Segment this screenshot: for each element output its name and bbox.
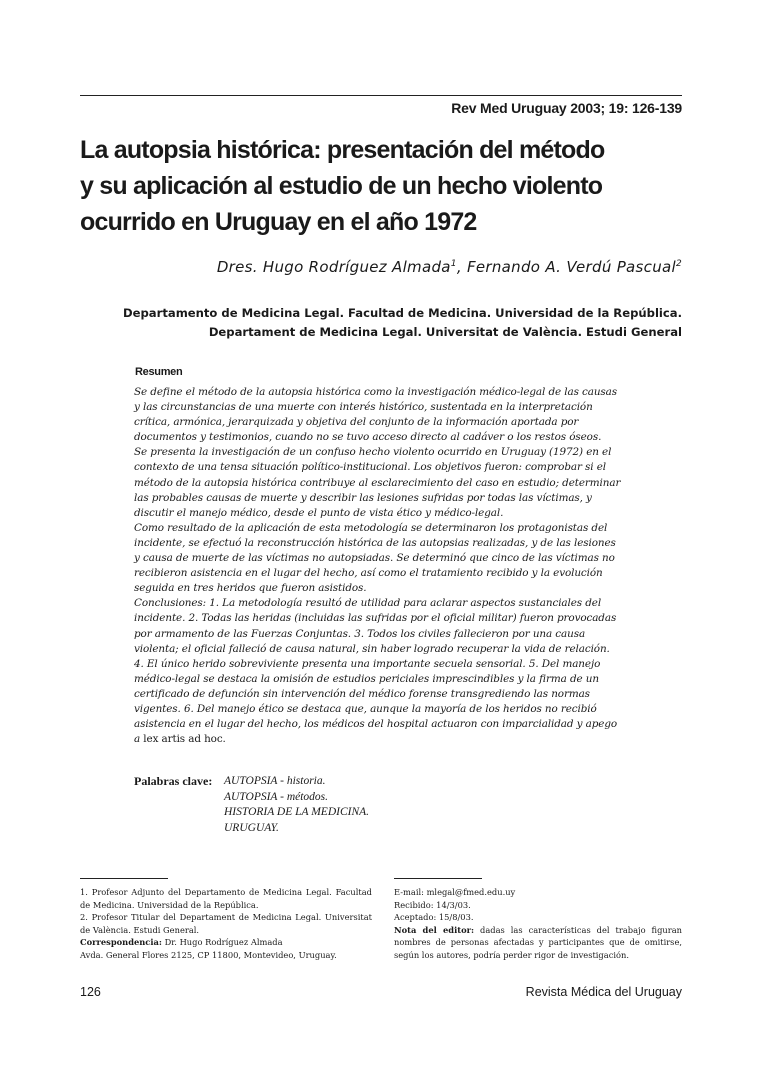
author-1-affil-mark: 1 (450, 259, 457, 269)
affiliation-2: Departament de Medicina Legal. Universitat de València. Estudi General (208, 325, 682, 339)
abstract-line: violenta; el oficial falleció de causa natural, sin haber logrado recuperar la vida de relación. (134, 642, 610, 655)
abstract-line: incidente, se efectuó la reconstrucción histórica de las autopsias realizadas, y de las lesiones (134, 536, 616, 549)
editor-note (394, 924, 682, 962)
article-title (80, 132, 690, 240)
footer-journal-name: Revista Médica del Uruguay (525, 985, 682, 999)
keywords-list (224, 774, 369, 836)
abstract-line: Se presenta la investigación de un confuso hecho violento ocurrido en Uruguay (1972) en el (134, 446, 612, 459)
footnote-rule-right (394, 878, 482, 879)
affiliations (123, 304, 682, 342)
abstract-line: método de la autopsia histórica contribuye al esclarecimiento del caso en estudio; determinar (134, 476, 621, 489)
abstract-line: y las circunstancias de una muerte con interés histórico, sustentada en la interpretación (134, 401, 593, 414)
abstract-line: discutir el manejo médico, desde el punto de vista ético y médico-legal. (134, 506, 504, 519)
footnotes-left (80, 886, 372, 962)
author-2: , Fernando A. Verdú Pascual (456, 258, 676, 276)
editor-note-text: dadas las características del trabajo figuran nombres de personas afectadas y participantes que de omitirse, según los autores, podría perder rigor de investigación. (394, 924, 682, 960)
journal-citation: Rev Med Uruguay 2003; 19: 126-139 (451, 100, 682, 116)
received-date: Recibido: 14/3/03. (394, 899, 471, 910)
abstract-line: Como resultado de la aplicación de esta metodología se determinaron los protagonistas del (134, 521, 608, 534)
authors-line (217, 258, 682, 276)
abstract-line: médico-legal se destaca la omisión de estudios periciales imprescindibles y la firma de un (134, 672, 599, 685)
abstract-last-roman: lex artis ad hoc. (140, 733, 226, 746)
footnotes-right (394, 886, 682, 962)
affiliation-1: Departamento de Medicina Legal. Facultad de Medicina. Universidad de la República. (123, 306, 682, 320)
abstract-line: 4. El único herido sobreviviente presenta una importante secuela sensorial. 5. Del manejo (134, 657, 601, 670)
abstract-last-line (134, 732, 634, 747)
title-line: ocurrido en Uruguay en el año 1972 (80, 208, 477, 236)
abstract-last-italic: a (134, 733, 141, 746)
abstract-line: crítica, armónica, jerarquizada y objetiva del conjunto de la información aportada por (134, 416, 579, 429)
footnote-1: 1. Profesor Adjunto del Departamento de Medicina Legal. Facultad de Medicina. Universidad de la República. (80, 887, 372, 910)
abstract-line: recibieron asistencia en el lugar del hecho, así como el tratamiento recibido y la evolución (134, 567, 603, 580)
header-rule (80, 95, 682, 96)
abstract-heading: Resumen (135, 366, 183, 378)
abstract-line: y causa de muerte de las víctimas no autopsiadas. Se determinó que cinco de las víctimas no (134, 552, 615, 565)
title-line: La autopsia histórica: presentación del método (80, 136, 605, 164)
keyword-item: AUTOPSIA - métodos. (224, 790, 329, 803)
correspondence-address: Avda. General Flores 2125, CP 11800, Montevideo, Uruguay. (80, 949, 337, 960)
correspondence (80, 936, 372, 949)
correspondence-name: Dr. Hugo Rodríguez Almada (161, 937, 283, 948)
abstract-line: vigentes. 6. Del manejo ético se destaca que, aunque la mayoría de los heridos no recibió (134, 702, 597, 715)
abstract-line: Conclusiones: 1. La metodología resultó de utilidad para aclarar aspectos sustanciales del (134, 597, 602, 610)
abstract-line: Se define el método de la autopsia histórica como la investigación médico-legal de las causas (134, 386, 617, 398)
abstract-line: por armamento de las Fuerzas Conjuntas. 3. Todos los civiles fallecieron por una causa (134, 627, 586, 640)
keywords-label: Palabras clave: (134, 774, 213, 788)
abstract-line: seguida en tres heridos que fueron asistidos. (134, 582, 367, 595)
contact-email: E-mail: mlegal@fmed.edu.uy (394, 887, 516, 897)
abstract-line: certificado de defunción sin intervención del médico forense transgrediendo las normas (134, 687, 590, 700)
abstract-line: asistencia en el lugar del hecho, los médicos del hospital actuaron con imparcialidad y apego (134, 718, 618, 731)
footnote-2: 2. Profesor Titular del Departament de Medicina Legal. Universitat de València. Estudi General. (80, 912, 372, 935)
abstract-line: las probables causas de muerte y describir las lesiones sufridas por todas las víctimas, y (134, 491, 592, 504)
page-number: 126 (80, 985, 101, 999)
editor-note-label: Nota del editor: (394, 924, 475, 935)
title-line: y su aplicación al estudio de un hecho violento (80, 172, 603, 200)
keyword-item: HISTORIA DE LA MEDICINA. (224, 806, 370, 818)
footnote-rule-left (80, 878, 168, 879)
correspondence-label: Correspondencia: (80, 937, 162, 948)
author-2-affil-mark: 2 (675, 259, 682, 269)
abstract-line: contexto de una tensa situación político-institucional. Los objetivos fueron: comprobar si el (134, 461, 606, 474)
abstract-body (134, 385, 634, 747)
author-1: Dres. Hugo Rodríguez Almada (216, 258, 451, 276)
abstract-line: documentos y testimonios, cuando no se tuvo acceso directo al cadáver o los restos óseos. (134, 431, 602, 444)
abstract-line: incidente. 2. Todas las heridas (incluidas las sufridas por el oficial militar) fueron provocadas (134, 612, 617, 625)
keyword-item: URUGUAY. (224, 821, 279, 834)
accepted-date: Aceptado: 15/8/03. (394, 912, 474, 923)
keyword-item: AUTOPSIA - historia. (224, 775, 326, 787)
